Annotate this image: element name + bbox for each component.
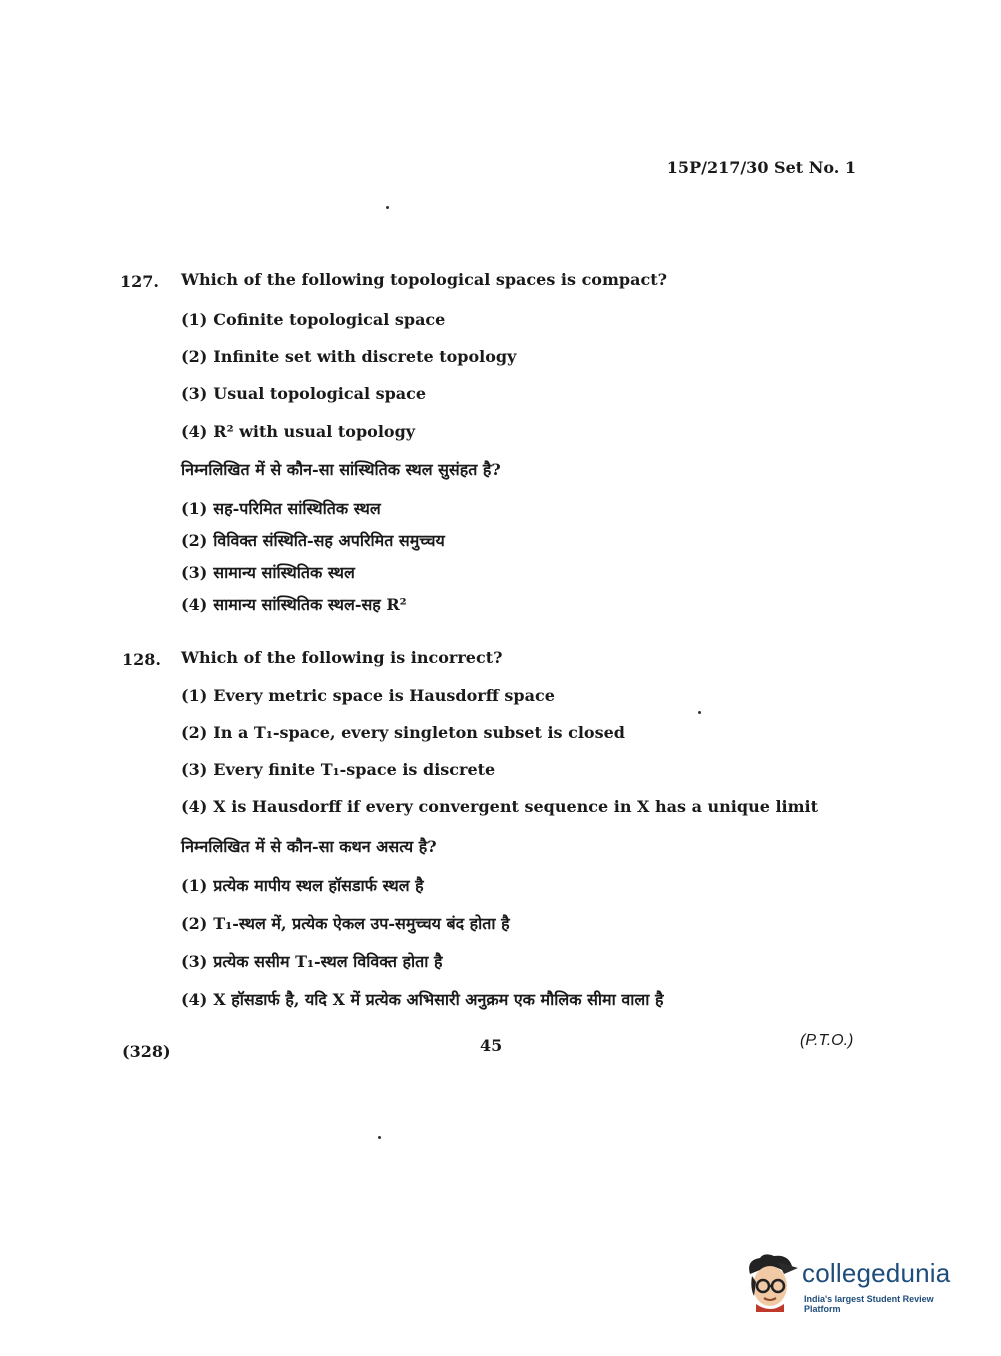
option-en-2: (2) Infinite set with discrete topology [181, 347, 517, 366]
option-hi-3: (3) प्रत्येक ससीम T₁-स्थल विविक्त होता है [181, 952, 443, 971]
collegedunia-logo[interactable] [742, 1250, 970, 1320]
question-text-en: Which of the following is incorrect? [181, 648, 503, 667]
option-en-3: (3) Usual topological space [181, 384, 427, 403]
question-number: 128. [122, 650, 161, 669]
option-hi-4: (4) X हॉसडार्फ है, यदि X में प्रत्येक अभिसारी अनुक्रम एक मौलिक सीमा वाला है [181, 990, 664, 1009]
option-en-4: (4) R² with usual topology [181, 422, 416, 441]
paper-code: (328) [122, 1042, 171, 1061]
scan-speck [698, 711, 701, 714]
question-number: 127. [120, 272, 159, 291]
option-en-2: (2) In a T₁-space, every singleton subset is closed [181, 723, 625, 742]
question-text-hi: निम्नलिखित में से कौन-सा सांस्थितिक स्थल सुसंहत है? [181, 460, 501, 479]
option-hi-2: (2) विविक्त संस्थिति-सह अपरिमित समुच्चय [181, 531, 445, 550]
scan-speck [386, 206, 389, 209]
page-number: 45 [480, 1036, 503, 1055]
option-hi-1: (1) सह-परिमित सांस्थितिक स्थल [181, 499, 381, 518]
option-hi-4: (4) सामान्य सांस्थितिक स्थल-सह R² [181, 595, 407, 614]
option-en-3: (3) Every finite T₁-space is discrete [181, 760, 496, 779]
option-hi-2: (2) T₁-स्थल में, प्रत्येक ऐकल उप-समुच्चय बंद होता है [181, 914, 510, 933]
question-text-hi: निम्नलिखित में से कौन-सा कथन असत्य है? [181, 837, 437, 856]
logo-tagline: India's largest Student Review Platform [804, 1294, 934, 1314]
option-en-1: (1) Every metric space is Hausdorff space [181, 686, 555, 705]
question-text-en: Which of the following topological spaces is compact? [181, 270, 667, 289]
collegedunia-mascot-icon [742, 1252, 800, 1312]
option-hi-1: (1) प्रत्येक मापीय स्थल हॉसडार्फ स्थल है [181, 876, 424, 895]
pto-label: (P.T.O.) [800, 1032, 854, 1049]
scan-speck [378, 1136, 381, 1139]
set-number: 15P/217/30 Set No. 1 [666, 158, 856, 177]
option-hi-3: (3) सामान्य सांस्थितिक स्थल [181, 563, 355, 582]
option-en-4: (4) X is Hausdorff if every convergent sequence in X has a unique limit [181, 797, 818, 816]
option-en-1: (1) Cofinite topological space [181, 310, 446, 329]
logo-name: collegedunia [802, 1258, 951, 1288]
